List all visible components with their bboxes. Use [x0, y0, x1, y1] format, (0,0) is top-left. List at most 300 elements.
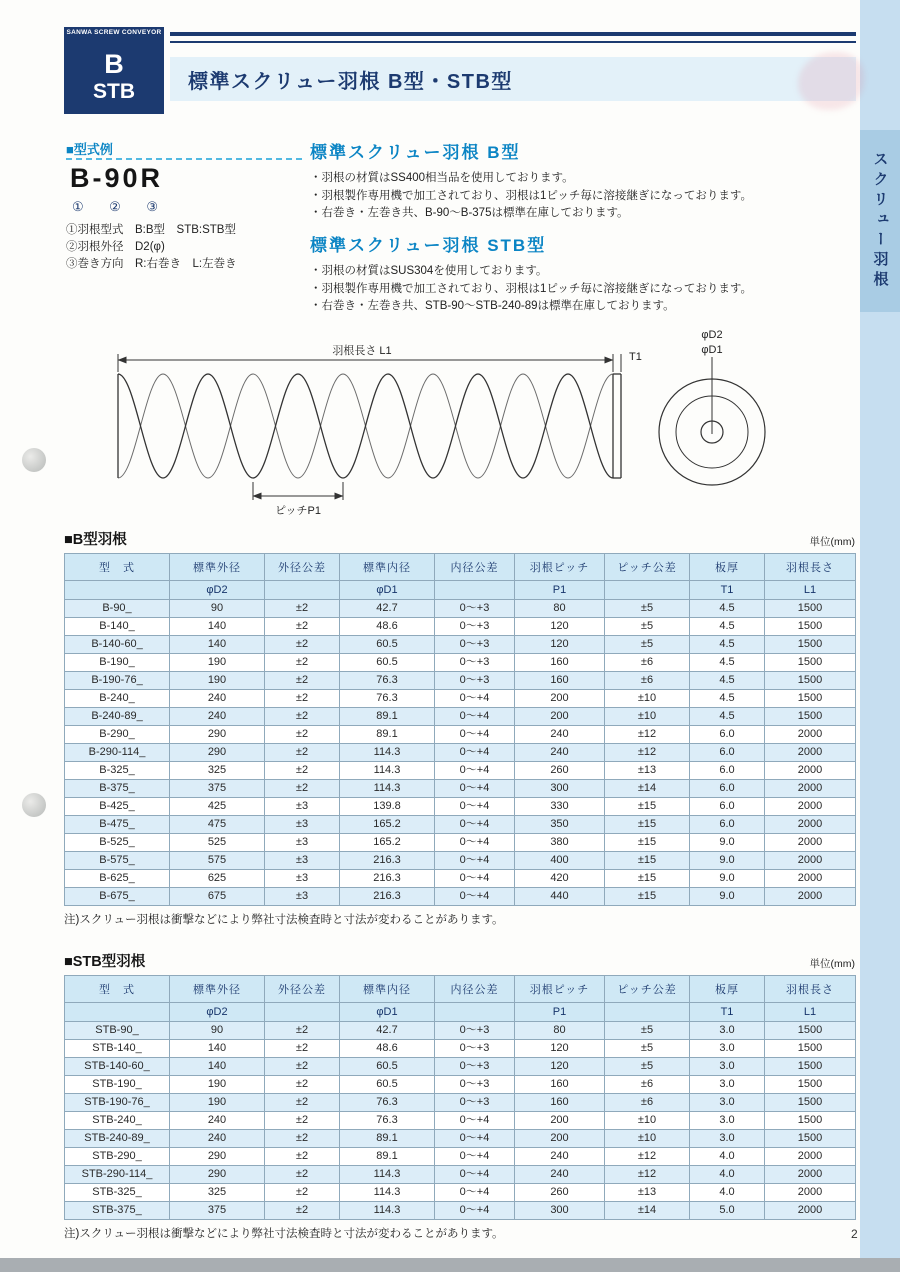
value-cell: 0〜+4: [435, 762, 515, 780]
value-cell: 380: [515, 834, 605, 852]
model-cell: STB-240-89_: [65, 1130, 170, 1148]
value-cell: ±2: [265, 744, 340, 762]
value-cell: 114.3: [340, 1202, 435, 1220]
table-row: [65, 690, 856, 708]
value-cell: 625: [170, 870, 265, 888]
value-cell: 290: [170, 726, 265, 744]
value-cell: 90: [170, 1022, 265, 1040]
table-row: [65, 1130, 856, 1148]
value-cell: 3.0: [690, 1094, 765, 1112]
value-cell: 4.5: [690, 654, 765, 672]
value-cell: 89.1: [340, 708, 435, 726]
column-header-row: [65, 976, 856, 1003]
value-cell: ±2: [265, 726, 340, 744]
table-row: [65, 1112, 856, 1130]
value-cell: 160: [515, 672, 605, 690]
value-cell: 2000: [765, 834, 856, 852]
stb-type-section: [64, 950, 855, 1241]
column-header: 内径公差: [435, 976, 515, 1003]
table-row: [65, 708, 856, 726]
value-cell: 1500: [765, 1040, 856, 1058]
bullet-line: ・羽根の材質はSUS304を使用しております。: [310, 265, 548, 277]
value-cell: 200: [515, 708, 605, 726]
table-row: [65, 762, 856, 780]
column-header: 外径公差: [265, 554, 340, 581]
symbol-header: φD2: [170, 581, 265, 600]
value-cell: 5.0: [690, 1202, 765, 1220]
table-row: [65, 816, 856, 834]
value-cell: 120: [515, 1058, 605, 1076]
model-cell: STB-375_: [65, 1202, 170, 1220]
value-cell: 1500: [765, 618, 856, 636]
value-cell: ±6: [605, 1076, 690, 1094]
value-cell: ±5: [605, 618, 690, 636]
table-row: [65, 1184, 856, 1202]
value-cell: 240: [515, 726, 605, 744]
value-cell: ±2: [265, 1202, 340, 1220]
value-cell: ±5: [605, 636, 690, 654]
column-header: ピッチ公差: [605, 554, 690, 581]
column-header: 板厚: [690, 554, 765, 581]
column-header: 型 式: [65, 554, 170, 581]
value-cell: 0〜+4: [435, 744, 515, 762]
value-cell: 9.0: [690, 852, 765, 870]
value-cell: 6.0: [690, 798, 765, 816]
value-cell: ±3: [265, 834, 340, 852]
value-cell: 6.0: [690, 726, 765, 744]
scan-bottom-edge: [0, 1258, 900, 1272]
value-cell: 190: [170, 672, 265, 690]
length-label: 羽根長さ L1: [332, 345, 392, 357]
header-rule-thin: [170, 41, 856, 43]
value-cell: 475: [170, 816, 265, 834]
model-cell: B-375_: [65, 780, 170, 798]
model-cell: B-475_: [65, 816, 170, 834]
value-cell: 0〜+4: [435, 834, 515, 852]
column-header: 標準内径: [340, 554, 435, 581]
value-cell: 0〜+4: [435, 708, 515, 726]
type-code-box: [64, 38, 164, 114]
b-table-unit: 単位(mm): [809, 536, 855, 548]
value-cell: 4.5: [690, 636, 765, 654]
model-cell: B-140-60_: [65, 636, 170, 654]
value-cell: 0〜+4: [435, 1184, 515, 1202]
column-header: 内径公差: [435, 554, 515, 581]
table-row: [65, 870, 856, 888]
value-cell: ±3: [265, 870, 340, 888]
value-cell: 3.0: [690, 1076, 765, 1094]
value-cell: 0〜+4: [435, 1148, 515, 1166]
model-legend-line: ③巻き方向 R:右巻き L:左巻き: [66, 258, 237, 270]
description-b-type: [310, 138, 858, 223]
value-cell: 4.5: [690, 672, 765, 690]
value-cell: 0〜+4: [435, 1166, 515, 1184]
column-header: 標準外径: [170, 976, 265, 1003]
column-header: 羽根ピッチ: [515, 554, 605, 581]
table-row: [65, 1166, 856, 1184]
symbol-header: φD1: [340, 1003, 435, 1022]
stb-type-table: [64, 975, 856, 1220]
value-cell: 76.3: [340, 690, 435, 708]
column-header: 標準内径: [340, 976, 435, 1003]
value-cell: ±15: [605, 798, 690, 816]
pitch-label: ピッチP1: [274, 505, 322, 517]
value-cell: ±12: [605, 744, 690, 762]
value-cell: 1500: [765, 636, 856, 654]
value-cell: 1500: [765, 1112, 856, 1130]
value-cell: ±2: [265, 1130, 340, 1148]
model-cell: B-575_: [65, 852, 170, 870]
value-cell: ±2: [265, 1148, 340, 1166]
description-b-bullets: [310, 170, 858, 223]
value-cell: ±2: [265, 600, 340, 618]
value-cell: ±14: [605, 1202, 690, 1220]
value-cell: 76.3: [340, 1112, 435, 1130]
table-row: [65, 834, 856, 852]
value-cell: 4.5: [690, 600, 765, 618]
value-cell: 6.0: [690, 816, 765, 834]
value-cell: 290: [170, 744, 265, 762]
dashed-rule: [66, 158, 302, 160]
value-cell: 165.2: [340, 834, 435, 852]
model-cell: STB-190_: [65, 1076, 170, 1094]
model-cell: B-290-114_: [65, 744, 170, 762]
value-cell: 80: [515, 600, 605, 618]
value-cell: 1500: [765, 1058, 856, 1076]
symbol-header: T1: [690, 1003, 765, 1022]
value-cell: 325: [170, 762, 265, 780]
table-row: [65, 600, 856, 618]
symbol-header-row: [65, 581, 856, 600]
model-cell: B-140_: [65, 618, 170, 636]
model-cell: B-525_: [65, 834, 170, 852]
table-row: [65, 672, 856, 690]
value-cell: 350: [515, 816, 605, 834]
value-cell: 48.6: [340, 618, 435, 636]
value-cell: 6.0: [690, 780, 765, 798]
bullet-line: ・羽根製作専用機で加工されており、羽根は1ピッチ毎に溶接継ぎになっております。: [310, 282, 753, 295]
value-cell: 0〜+4: [435, 852, 515, 870]
model-code-legend: [66, 222, 237, 273]
value-cell: 3.0: [690, 1040, 765, 1058]
value-cell: 120: [515, 618, 605, 636]
value-cell: 60.5: [340, 636, 435, 654]
value-cell: 6.0: [690, 762, 765, 780]
value-cell: 3.0: [690, 1022, 765, 1040]
value-cell: ±15: [605, 816, 690, 834]
table-row: [65, 618, 856, 636]
value-cell: 3.0: [690, 1112, 765, 1130]
value-cell: 0〜+3: [435, 654, 515, 672]
table-row: [65, 1022, 856, 1040]
value-cell: ±6: [605, 654, 690, 672]
dimension-p1: [253, 482, 343, 517]
value-cell: 4.0: [690, 1184, 765, 1202]
value-cell: 2000: [765, 888, 856, 906]
value-cell: ±2: [265, 1094, 340, 1112]
symbol-header: P1: [515, 1003, 605, 1022]
value-cell: 80: [515, 1022, 605, 1040]
value-cell: 2000: [765, 762, 856, 780]
value-cell: 165.2: [340, 816, 435, 834]
value-cell: 0〜+3: [435, 600, 515, 618]
symbol-header: [265, 581, 340, 600]
symbol-header: P1: [515, 581, 605, 600]
model-cell: B-90_: [65, 600, 170, 618]
value-cell: 260: [515, 1184, 605, 1202]
type-code-b: B: [104, 48, 124, 79]
table-row: [65, 1076, 856, 1094]
model-cell: STB-290_: [65, 1148, 170, 1166]
value-cell: 60.5: [340, 654, 435, 672]
column-header: 型 式: [65, 976, 170, 1003]
description-b-heading: 標準スクリュー羽根 B型: [310, 143, 521, 162]
value-cell: 375: [170, 780, 265, 798]
value-cell: 2000: [765, 726, 856, 744]
value-cell: 114.3: [340, 1184, 435, 1202]
value-cell: ±3: [265, 798, 340, 816]
value-cell: ±2: [265, 1058, 340, 1076]
value-cell: ±12: [605, 726, 690, 744]
side-index-tab: [860, 130, 900, 312]
value-cell: 2000: [765, 1184, 856, 1202]
thickness-label: T1: [629, 351, 642, 363]
value-cell: 140: [170, 636, 265, 654]
value-cell: ±10: [605, 1130, 690, 1148]
b-table-title-row: [64, 528, 855, 549]
header-rule-thick: [170, 32, 856, 36]
value-cell: 260: [515, 762, 605, 780]
value-cell: 240: [170, 690, 265, 708]
inner-diameter-label: φD1: [701, 344, 723, 356]
value-cell: ±3: [265, 816, 340, 834]
page-title: 標準スクリュー羽根 B型・STB型: [188, 70, 513, 93]
value-cell: 400: [515, 852, 605, 870]
value-cell: 1500: [765, 1130, 856, 1148]
value-cell: ±14: [605, 780, 690, 798]
symbol-header: [65, 1003, 170, 1022]
value-cell: 0〜+4: [435, 690, 515, 708]
model-cell: STB-140_: [65, 1040, 170, 1058]
table-row: [65, 888, 856, 906]
bullet-line: ・羽根の材質はSS400相当品を使用しております。: [310, 172, 574, 184]
value-cell: 140: [170, 1040, 265, 1058]
value-cell: 330: [515, 798, 605, 816]
column-header: 羽根長さ: [765, 554, 856, 581]
value-cell: 114.3: [340, 780, 435, 798]
value-cell: 240: [170, 1130, 265, 1148]
symbol-header: [435, 1003, 515, 1022]
value-cell: 1500: [765, 690, 856, 708]
value-cell: 190: [170, 1076, 265, 1094]
marker-1: ①: [72, 199, 84, 214]
value-cell: 6.0: [690, 744, 765, 762]
value-cell: 3.0: [690, 1130, 765, 1148]
value-cell: 140: [170, 1058, 265, 1076]
value-cell: 76.3: [340, 672, 435, 690]
value-cell: 0〜+4: [435, 780, 515, 798]
description-stb-type: [310, 231, 858, 316]
symbol-header: T1: [690, 581, 765, 600]
model-cell: B-290_: [65, 726, 170, 744]
value-cell: ±3: [265, 852, 340, 870]
stb-table-unit: 単位(mm): [809, 958, 855, 970]
symbol-header: φD1: [340, 581, 435, 600]
value-cell: 42.7: [340, 1022, 435, 1040]
value-cell: ±2: [265, 780, 340, 798]
binder-hole: [22, 793, 46, 817]
stb-table-note: 注)スクリュー羽根は衝撃などにより弊社寸法検査時と寸法が変わることがあります。: [64, 1228, 504, 1240]
model-example-label: ■型式例: [66, 142, 113, 157]
value-cell: 0〜+3: [435, 618, 515, 636]
symbol-header: [605, 1003, 690, 1022]
bullet-line: ・羽根製作専用機で加工されており、羽根は1ピッチ毎に溶接継ぎになっております。: [310, 189, 753, 202]
value-cell: ±15: [605, 852, 690, 870]
model-legend-line: ①羽根型式 B:B型 STB:STB型: [66, 224, 236, 236]
value-cell: ±2: [265, 1166, 340, 1184]
value-cell: 120: [515, 636, 605, 654]
model-cell: B-675_: [65, 888, 170, 906]
value-cell: 4.5: [690, 690, 765, 708]
symbol-header: φD2: [170, 1003, 265, 1022]
value-cell: 1500: [765, 1076, 856, 1094]
value-cell: 114.3: [340, 1166, 435, 1184]
value-cell: 0〜+3: [435, 1058, 515, 1076]
value-cell: 140: [170, 618, 265, 636]
page-number: 2: [851, 1227, 858, 1241]
value-cell: ±12: [605, 1148, 690, 1166]
stb-table-title: ■STB型羽根: [64, 954, 146, 970]
value-cell: 89.1: [340, 1130, 435, 1148]
value-cell: 2000: [765, 852, 856, 870]
value-cell: 0〜+3: [435, 1094, 515, 1112]
brand-bar: SANWA SCREW CONVEYOR: [64, 27, 164, 38]
value-cell: ±5: [605, 1058, 690, 1076]
table-row: [65, 1040, 856, 1058]
value-cell: 160: [515, 654, 605, 672]
value-cell: 1500: [765, 672, 856, 690]
value-cell: 240: [515, 744, 605, 762]
value-cell: 139.8: [340, 798, 435, 816]
column-header: 羽根ピッチ: [515, 976, 605, 1003]
value-cell: 2000: [765, 780, 856, 798]
side-tab-label: スクリュー羽根: [871, 151, 889, 291]
value-cell: 300: [515, 780, 605, 798]
value-cell: 0〜+4: [435, 888, 515, 906]
type-code-stb: STB: [93, 79, 135, 103]
value-cell: 325: [170, 1184, 265, 1202]
value-cell: 4.5: [690, 618, 765, 636]
model-cell: B-190_: [65, 654, 170, 672]
value-cell: 2000: [765, 816, 856, 834]
value-cell: ±10: [605, 708, 690, 726]
value-cell: 60.5: [340, 1076, 435, 1094]
value-cell: 0〜+3: [435, 1022, 515, 1040]
value-cell: 675: [170, 888, 265, 906]
value-cell: 89.1: [340, 726, 435, 744]
value-cell: 2000: [765, 1202, 856, 1220]
table-row: [65, 1148, 856, 1166]
value-cell: 42.7: [340, 600, 435, 618]
value-cell: ±2: [265, 1076, 340, 1094]
value-cell: 190: [170, 654, 265, 672]
value-cell: 90: [170, 600, 265, 618]
value-cell: ±3: [265, 888, 340, 906]
value-cell: ±2: [265, 762, 340, 780]
model-cell: STB-140-60_: [65, 1058, 170, 1076]
scan-artifact: [798, 52, 864, 110]
value-cell: 3.0: [690, 1058, 765, 1076]
value-cell: ±2: [265, 1022, 340, 1040]
b-table-note: 注)スクリュー羽根は衝撃などにより弊社寸法検査時と寸法が変わることがあります。: [64, 914, 504, 926]
outer-diameter-label: φD2: [701, 329, 723, 341]
table-row: [65, 780, 856, 798]
model-cell: B-625_: [65, 870, 170, 888]
value-cell: 0〜+3: [435, 672, 515, 690]
value-cell: 575: [170, 852, 265, 870]
model-cell: B-425_: [65, 798, 170, 816]
value-cell: 1500: [765, 1094, 856, 1112]
value-cell: 0〜+3: [435, 636, 515, 654]
value-cell: ±2: [265, 654, 340, 672]
stb-table-title-row: [64, 950, 855, 971]
value-cell: ±5: [605, 1040, 690, 1058]
table-row: [65, 852, 856, 870]
value-cell: 300: [515, 1202, 605, 1220]
screw-blade-drawing: [50, 318, 860, 518]
value-cell: 9.0: [690, 870, 765, 888]
symbol-header-row: [65, 1003, 856, 1022]
value-cell: 200: [515, 690, 605, 708]
value-cell: ±2: [265, 708, 340, 726]
value-cell: 240: [170, 708, 265, 726]
value-cell: 200: [515, 1112, 605, 1130]
value-cell: ±2: [265, 618, 340, 636]
column-header: ピッチ公差: [605, 976, 690, 1003]
value-cell: ±15: [605, 888, 690, 906]
value-cell: 9.0: [690, 888, 765, 906]
value-cell: 0〜+4: [435, 1130, 515, 1148]
value-cell: ±13: [605, 762, 690, 780]
table-row: [65, 744, 856, 762]
model-cell: STB-325_: [65, 1184, 170, 1202]
value-cell: 0〜+4: [435, 726, 515, 744]
symbol-header: L1: [765, 581, 856, 600]
column-header-row: [65, 554, 856, 581]
dimension-l1: [118, 343, 613, 372]
model-cell: STB-240_: [65, 1112, 170, 1130]
value-cell: 4.5: [690, 708, 765, 726]
value-cell: 375: [170, 1202, 265, 1220]
value-cell: 200: [515, 1130, 605, 1148]
value-cell: ±12: [605, 1166, 690, 1184]
symbol-header: [265, 1003, 340, 1022]
value-cell: 0〜+4: [435, 816, 515, 834]
title-band: [170, 57, 856, 101]
value-cell: 290: [170, 1166, 265, 1184]
value-cell: ±2: [265, 690, 340, 708]
symbol-header: [435, 581, 515, 600]
column-header: 標準外径: [170, 554, 265, 581]
b-type-table: [64, 553, 856, 906]
value-cell: 0〜+4: [435, 798, 515, 816]
value-cell: 1500: [765, 600, 856, 618]
value-cell: 48.6: [340, 1040, 435, 1058]
model-code-markers: [72, 199, 158, 215]
value-cell: 160: [515, 1094, 605, 1112]
table-row: [65, 726, 856, 744]
table-row: [65, 1094, 856, 1112]
